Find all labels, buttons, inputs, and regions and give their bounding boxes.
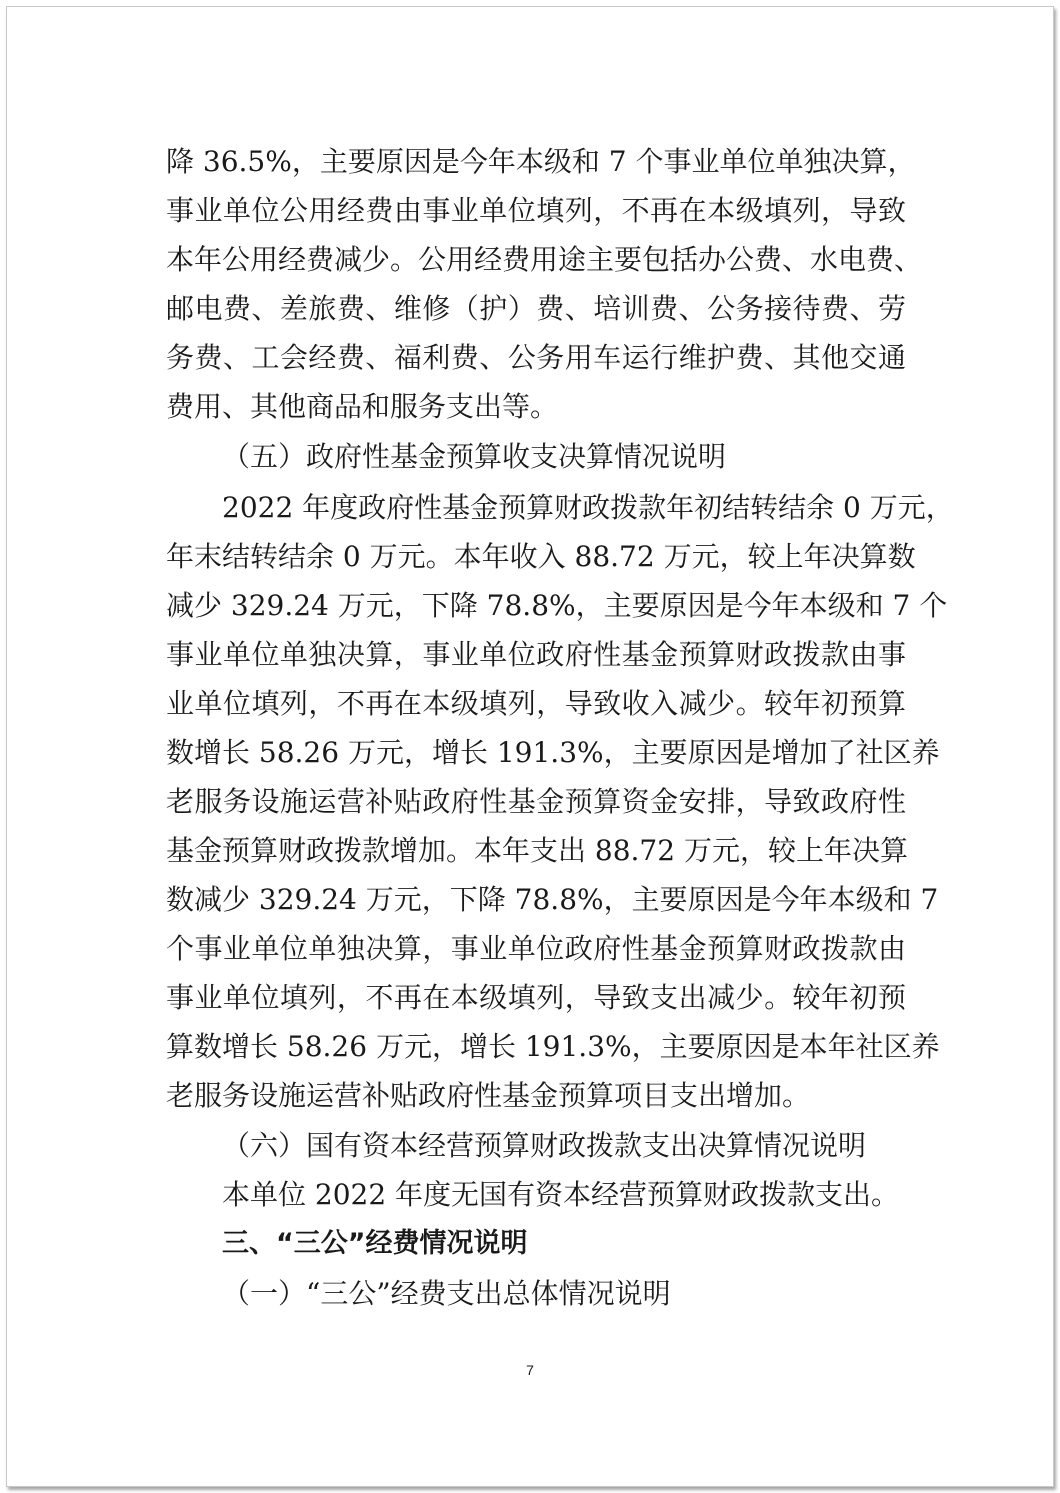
paragraph-line: 事业单位单独决算，事业单位政府性基金预算财政拨款由事 (166, 638, 906, 671)
paragraph-line: 数增长 58.26 万元，增长 191.3%，主要原因是增加了社区养 (166, 736, 940, 769)
paragraph-line: 事业单位填列，不再在本级填列，导致支出减少。较年初预 (166, 981, 906, 1014)
paragraph-line: 降 36.5%，主要原因是今年本级和 7 个事业单位单独决算， (166, 145, 916, 178)
paragraph-line: 老服务设施运营补贴政府性基金预算项目支出增加。 (166, 1079, 811, 1112)
paragraph-line: 本单位 2022 年度无国有资本经营预算财政拨款支出。 (222, 1178, 900, 1211)
paragraph-line: 费用、其他商品和服务支出等。 (166, 390, 559, 423)
paragraph-line: 事业单位公用经费由事业单位填列，不再在本级填列，导致 (166, 194, 906, 227)
paragraph-line: 数减少 329.24 万元，下降 78.8%，主要原因是今年本级和 7 (166, 883, 939, 916)
page-number: 7 (526, 1362, 534, 1378)
paragraph-line: 年末结转结余 0 万元。本年收入 88.72 万元，较上年决算数 (166, 540, 916, 573)
section-heading-three-public: 三、“三公”经费情况说明 (222, 1228, 528, 1259)
subsection-heading-1: （一）“三公”经费支出总体情况说明 (222, 1277, 671, 1310)
section-heading-6: （六）国有资本经营预算财政拨款支出决算情况说明 (222, 1129, 867, 1162)
paragraph-line: 业单位填列，不再在本级填列，导致收入减少。较年初预算 (166, 687, 906, 720)
paragraph-line: 务费、工会经费、福利费、公务用车运行维护费、其他交通 (166, 341, 906, 374)
paragraph-line: 2022 年度政府性基金预算财政拨款年初结转结余 0 万元， (222, 491, 954, 524)
section-heading-5: （五）政府性基金预算收支决算情况说明 (222, 440, 727, 473)
paragraph-line: 个事业单位单独决算，事业单位政府性基金预算财政拨款由 (166, 932, 906, 965)
paragraph-line: 算数增长 58.26 万元，增长 191.3%，主要原因是本年社区养 (166, 1030, 940, 1063)
paragraph-line: 减少 329.24 万元，下降 78.8%，主要原因是今年本级和 7 个 (166, 589, 948, 622)
paragraph-line: 基金预算财政拨款增加。本年支出 88.72 万元，较上年决算 (166, 834, 908, 867)
paragraph-line: 邮电费、差旅费、维修（护）费、培训费、公务接待费、劳 (166, 292, 906, 325)
paragraph-line: 老服务设施运营补贴政府性基金预算资金安排，导致政府性 (166, 785, 906, 818)
paragraph-line: 本年公用经费减少。公用经费用途主要包括办公费、水电费、 (166, 243, 923, 276)
